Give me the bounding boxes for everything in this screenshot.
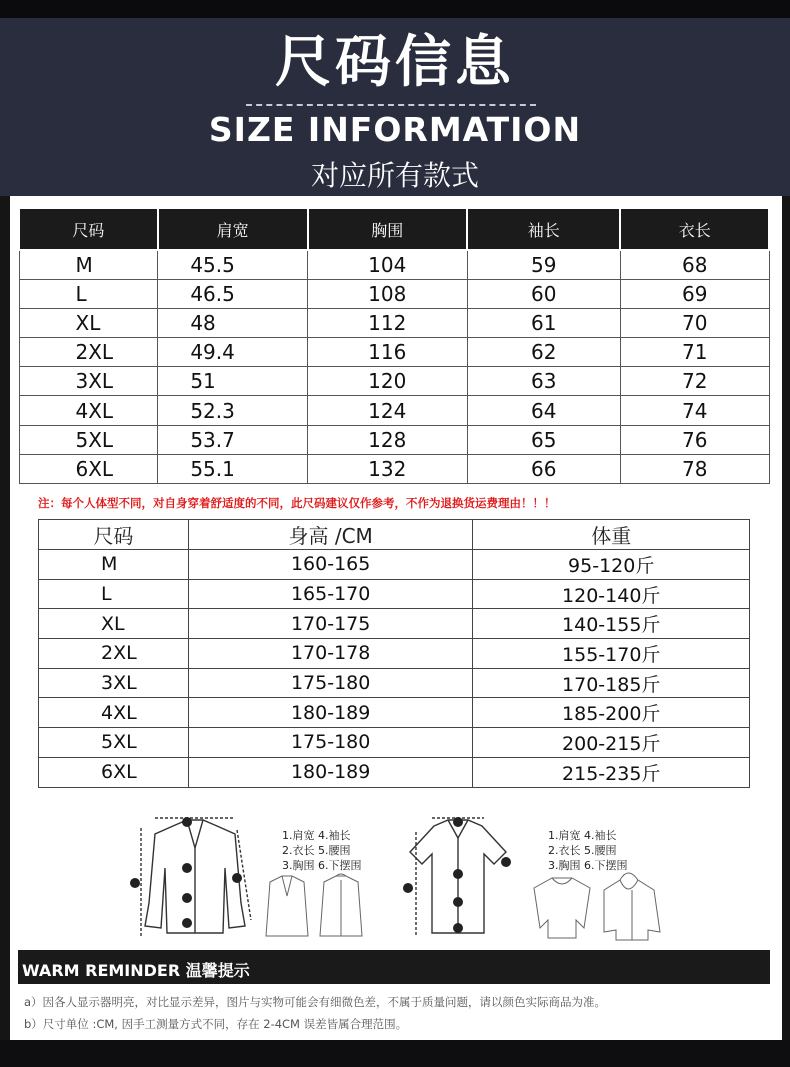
size-table-header — [19, 208, 769, 250]
table-cell: 5XL — [39, 728, 189, 758]
table-cell: 185-200斤 — [473, 698, 750, 728]
column-header: 体重 — [473, 520, 750, 550]
table-cell: 116 — [308, 338, 468, 367]
table-cell: 62 — [467, 338, 620, 367]
table-cell: 95-120斤 — [473, 550, 750, 580]
jacket-measure-diagram — [125, 808, 265, 943]
table-cell: 63 — [467, 367, 620, 396]
table-row — [39, 639, 750, 669]
table-cell: 52.3 — [158, 396, 308, 425]
column-header: 尺码 — [19, 208, 158, 250]
table-cell: 3XL — [39, 668, 189, 698]
table-row — [19, 396, 769, 425]
table-cell: 71 — [620, 338, 769, 367]
table-row — [19, 425, 769, 454]
measure-legend-left — [282, 828, 362, 873]
legend-line: 1.肩宽 4.袖长 — [282, 829, 351, 842]
table-cell: 2XL — [19, 338, 158, 367]
table-cell: 170-175 — [188, 609, 473, 639]
table-cell: 170-185斤 — [473, 668, 750, 698]
table-cell: M — [19, 250, 158, 279]
table-cell: 53.7 — [158, 425, 308, 454]
table-row — [39, 728, 750, 758]
table-cell: 165-170 — [188, 579, 473, 609]
table-cell: 66 — [467, 454, 620, 483]
table-cell: 76 — [620, 425, 769, 454]
reminder-tip: a）因各人显示器明亮，对比显示差异，图片与实物可能会有细微色差，不属于质量问题，请以颜色实际商品为准。 — [24, 995, 607, 1009]
table-cell: 60 — [467, 279, 620, 308]
table-cell: L — [39, 579, 189, 609]
table-row — [39, 550, 750, 580]
legend-line: 2.衣长 5.腰围 — [548, 844, 617, 857]
bottom-strip — [0, 1040, 790, 1067]
table-cell: 175-180 — [188, 728, 473, 758]
table-cell: 180-189 — [188, 698, 473, 728]
table-cell: M — [39, 550, 189, 580]
column-header: 身高 /CM — [188, 520, 473, 550]
table-cell: 68 — [620, 250, 769, 279]
table-cell: 155-170斤 — [473, 639, 750, 669]
table-cell: 45.5 — [158, 250, 308, 279]
hoodie-illustration — [528, 868, 668, 942]
table-row — [39, 698, 750, 728]
table-cell: 49.4 — [158, 338, 308, 367]
legend-line: 2.衣长 5.腰围 — [282, 844, 351, 857]
size-table — [18, 207, 770, 484]
table-row — [19, 279, 769, 308]
table-cell: 51 — [158, 367, 308, 396]
table-cell: 215-235斤 — [473, 757, 750, 787]
table-cell: 59 — [467, 250, 620, 279]
table-cell: 61 — [467, 308, 620, 337]
table-cell: 46.5 — [158, 279, 308, 308]
table-cell: 74 — [620, 396, 769, 425]
table-cell: 140-155斤 — [473, 609, 750, 639]
disclaimer-note: 注：每个人体型不同，对自身穿着舒适度的不同，此尺码建议仅作参考，不作为退换货运费理由！！！ — [38, 496, 556, 510]
table-row — [39, 668, 750, 698]
table-cell: 180-189 — [188, 757, 473, 787]
reminder-tip: b）尺寸单位 :CM, 因手工测量方式不同，存在 2-4CM 误差皆属合理范围。 — [24, 1017, 408, 1031]
table-cell: 64 — [467, 396, 620, 425]
table-cell: XL — [19, 308, 158, 337]
table-row — [19, 308, 769, 337]
page-title: 尺码信息 — [275, 30, 515, 95]
table-cell: 55.1 — [158, 454, 308, 483]
top-bar — [0, 0, 790, 18]
table-cell: 104 — [308, 250, 468, 279]
measure-legend-right — [548, 828, 628, 873]
table-cell: XL — [39, 609, 189, 639]
table-row — [19, 454, 769, 483]
table-cell: 175-180 — [188, 668, 473, 698]
table-cell: L — [19, 279, 158, 308]
table-cell: 120 — [308, 367, 468, 396]
table-cell: 170-178 — [188, 639, 473, 669]
table-row — [19, 338, 769, 367]
column-header: 衣长 — [620, 208, 769, 250]
table-cell: 160-165 — [188, 550, 473, 580]
column-header: 袖长 — [467, 208, 620, 250]
fit-table — [38, 519, 750, 788]
table-row — [39, 579, 750, 609]
table-row — [19, 250, 769, 279]
table-cell: 120-140斤 — [473, 579, 750, 609]
shirt-measure-diagram — [398, 808, 518, 943]
table-cell: 112 — [308, 308, 468, 337]
table-cell: 108 — [308, 279, 468, 308]
table-cell: 6XL — [39, 757, 189, 787]
table-cell: 48 — [158, 308, 308, 337]
table-cell: 200-215斤 — [473, 728, 750, 758]
table-cell: 6XL — [19, 454, 158, 483]
table-cell: 132 — [308, 454, 468, 483]
page-subtitle: 对应所有款式 — [310, 159, 479, 192]
table-cell: 5XL — [19, 425, 158, 454]
table-cell: 69 — [620, 279, 769, 308]
table-cell: 4XL — [19, 396, 158, 425]
column-header: 肩宽 — [158, 208, 308, 250]
table-cell: 124 — [308, 396, 468, 425]
legend-line: 3.胸围 6.下摆围 — [282, 859, 362, 872]
table-cell: 3XL — [19, 367, 158, 396]
table-cell: 2XL — [39, 639, 189, 669]
warm-reminder-title: WARM REMINDER 温馨提示 — [22, 961, 250, 980]
suit-illustration — [262, 872, 372, 940]
title-divider — [246, 104, 536, 106]
table-row — [39, 757, 750, 787]
table-row — [39, 609, 750, 639]
table-cell: 4XL — [39, 698, 189, 728]
legend-line: 1.肩宽 4.袖长 — [548, 829, 617, 842]
table-cell: 72 — [620, 367, 769, 396]
column-header: 胸围 — [308, 208, 468, 250]
table-cell: 78 — [620, 454, 769, 483]
page-title-english: SIZE INFORMATION — [208, 110, 582, 149]
column-header: 尺码 — [39, 520, 189, 550]
table-cell: 65 — [467, 425, 620, 454]
legend-line: 3.胸围 6.下摆围 — [548, 859, 628, 872]
table-row — [19, 367, 769, 396]
table-cell: 70 — [620, 308, 769, 337]
fit-table-header — [39, 520, 750, 550]
table-cell: 128 — [308, 425, 468, 454]
